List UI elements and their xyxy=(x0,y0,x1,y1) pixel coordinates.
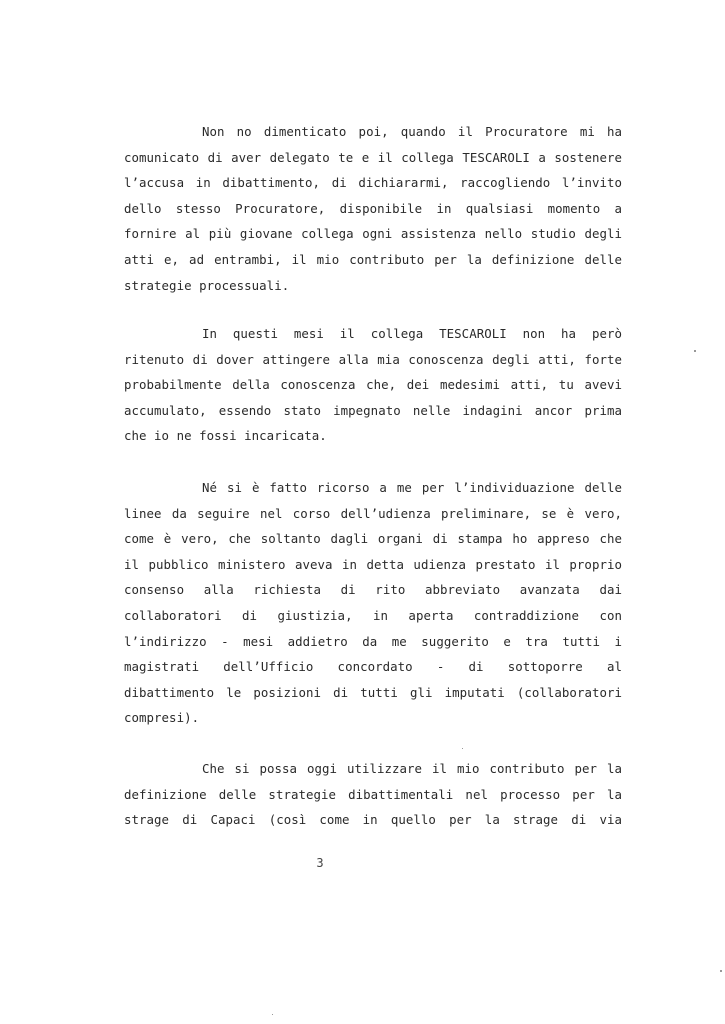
text-line: probabilmente della conoscenza che, dei medesimi atti, tu avevi xyxy=(124,377,622,393)
text-line: ritenuto di dover attingere alla mia conoscenza degli atti, forte xyxy=(124,351,622,367)
text-line: comunicato di aver delegato te e il collega TESCAROLI a sostenere xyxy=(124,149,622,165)
text-line: l’accusa in dibattimento, di dichiararmi, raccogliendo l’invito xyxy=(124,175,622,191)
text-line: il pubblico ministero aveva in detta udienza prestato il proprio xyxy=(124,556,622,572)
paragraph-3 xyxy=(124,475,622,731)
text-line: atti e, ad entrambi, il mio contributo per la definizione delle xyxy=(124,251,622,267)
text-line: Non no dimenticato poi, quando il Procuratore mi ha xyxy=(202,124,622,139)
text-line: che io ne fossi incaricata. xyxy=(124,428,327,444)
text-line: strategie processuali. xyxy=(124,277,290,293)
scan-speck xyxy=(720,970,722,972)
text-line: collaboratori di giustizia, in aperta contraddizione con xyxy=(124,607,622,623)
text-line: In questi mesi il collega TESCAROLI non ha però xyxy=(202,326,622,341)
text-line: l’indirizzo - mesi addietro da me suggerito e tra tutti i xyxy=(124,633,622,649)
scan-speck xyxy=(272,1014,273,1015)
text-line: dello stesso Procuratore, disponibile in qualsiasi momento a xyxy=(124,200,622,216)
text-line: come è vero, che soltanto dagli organi di stampa ho appreso che xyxy=(124,531,622,547)
text-line: definizione delle strategie dibattimentali nel processo per la xyxy=(124,786,622,802)
text-line: fornire al più giovane collega ogni assistenza nello studio degli xyxy=(124,226,622,242)
text-line: Che si possa oggi utilizzare il mio contributo per la xyxy=(202,761,622,776)
text-line: linee da seguire nel corso dell’udienza preliminare, se è vero, xyxy=(124,505,622,521)
text-line: compresi). xyxy=(124,710,200,726)
scan-speck xyxy=(694,350,696,352)
scan-speck xyxy=(462,748,463,749)
text-line: magistrati dell’Ufficio concordato - di sottoporre al xyxy=(124,659,622,675)
text-line: consenso alla richiesta di rito abbreviato avanzata dai xyxy=(124,582,622,598)
text-line: strage di Capaci (così come in quello per la strage di via xyxy=(124,812,622,828)
paragraph-1 xyxy=(124,119,622,298)
text-line: dibattimento le posizioni di tutti gli imputati (collaboratori xyxy=(124,684,622,700)
text-line: accumulato, essendo stato impegnato nelle indagini ancor prima xyxy=(124,402,622,418)
page-number: 3 xyxy=(316,856,324,870)
text-line: Né si è fatto ricorso a me per l’individuazione delle xyxy=(202,480,622,495)
paragraph-4 xyxy=(124,756,622,833)
paragraph-2 xyxy=(124,321,622,449)
